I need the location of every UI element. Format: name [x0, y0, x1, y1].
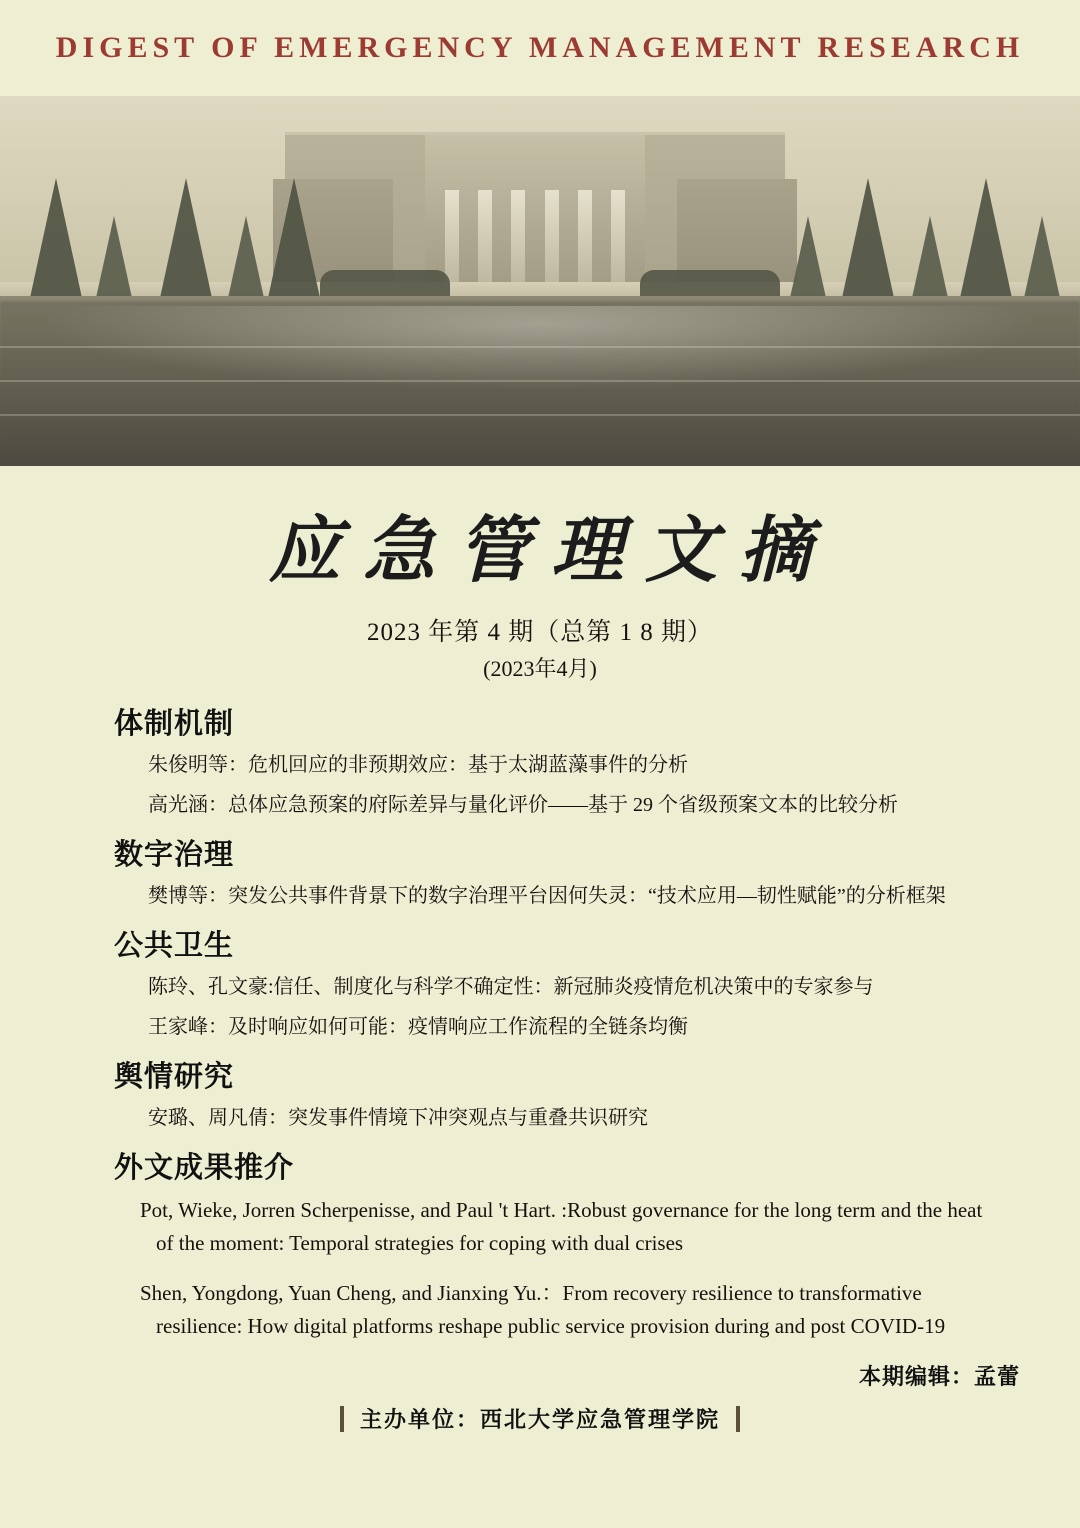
section-heading-shuzizhili: 数字治理: [114, 839, 235, 871]
photo-water-shine: [0, 306, 1080, 396]
toc-entry[interactable]: 陈玲、孔文豪:信任、制度化与科学不确定性：新冠肺炎疫情危机决策中的专家参与: [148, 976, 874, 998]
tree-graphic: [96, 216, 132, 298]
tree-graphic: [960, 178, 1012, 298]
issue-date: (2023年4月): [483, 656, 597, 681]
organizer-text: 主办单位：西北大学应急管理学院: [359, 1407, 720, 1433]
toc-entry[interactable]: 樊博等：突发公共事件背景下的数字治理平台因何失灵：“技术应用—韧性赋能”的分析框架: [148, 885, 946, 907]
toc-entry[interactable]: 朱俊明等：危机回应的非预期效应：基于太湖蓝藻事件的分析: [148, 754, 688, 776]
section-heading-waiwenchengguo: 外文成果推介: [114, 1152, 295, 1184]
toc-section: [52, 923, 1028, 1042]
journal-title: 应急管理文摘: [268, 511, 833, 591]
divider-left: [340, 1406, 344, 1432]
issue-number: 2023 年第 4 期（总第 1 8 期）: [366, 619, 713, 646]
tree-graphic: [790, 216, 826, 298]
toc-entry-foreign[interactable]: Pot, Wieke, Jorren Scherpenisse, and Paul 't Hart. :Robust governance for the long term and the heat of the moment: Temporal strategies for coping with dual crises: [140, 1198, 983, 1255]
issue-editor: 本期编辑：孟蕾: [858, 1364, 1020, 1390]
toc-entry-foreign[interactable]: Shen, Yongdong, Yuan Cheng, and Jianxing Yu.：From recovery resilience to transformative resilience: How digital platforms reshape public service provision during and post COVID-19: [140, 1281, 946, 1338]
masthead: [0, 0, 1080, 96]
tree-graphic: [160, 178, 212, 298]
section-heading-tizhijizhi: 体制机制: [114, 708, 235, 740]
toc-section: [52, 1054, 1028, 1133]
section-heading-gonggongweisheng: 公共卫生: [114, 930, 235, 962]
masthead-title: DIGEST OF EMERGENCY MANAGEMENT RESEARCH: [55, 31, 1025, 64]
divider-right: [736, 1406, 740, 1432]
tree-graphic: [1024, 216, 1060, 298]
footer-organizer: [0, 1403, 1080, 1434]
tree-graphic: [228, 216, 264, 298]
tree-graphic: [912, 216, 948, 298]
toc-entry[interactable]: 安璐、周凡倩：突发事件情境下冲突观点与重叠共识研究: [148, 1107, 648, 1129]
tree-graphic: [842, 178, 894, 298]
toc-foreign-section: [52, 1145, 1028, 1342]
toc-entry[interactable]: 高光涵：总体应急预案的府际差异与量化评价——基于 29 个省级预案文本的比较分析: [148, 794, 898, 816]
toc-section: [52, 832, 1028, 911]
cover-photo: [0, 96, 1080, 466]
section-heading-yuqingyanjiu: 舆情研究: [114, 1061, 235, 1093]
table-of-contents: [52, 701, 1028, 1133]
toc-entry[interactable]: 王家峰：及时响应如何可能：疫情响应工作流程的全链条均衡: [148, 1016, 688, 1038]
tree-graphic: [268, 178, 320, 298]
tree-graphic: [30, 178, 82, 298]
toc-section: [52, 701, 1028, 820]
